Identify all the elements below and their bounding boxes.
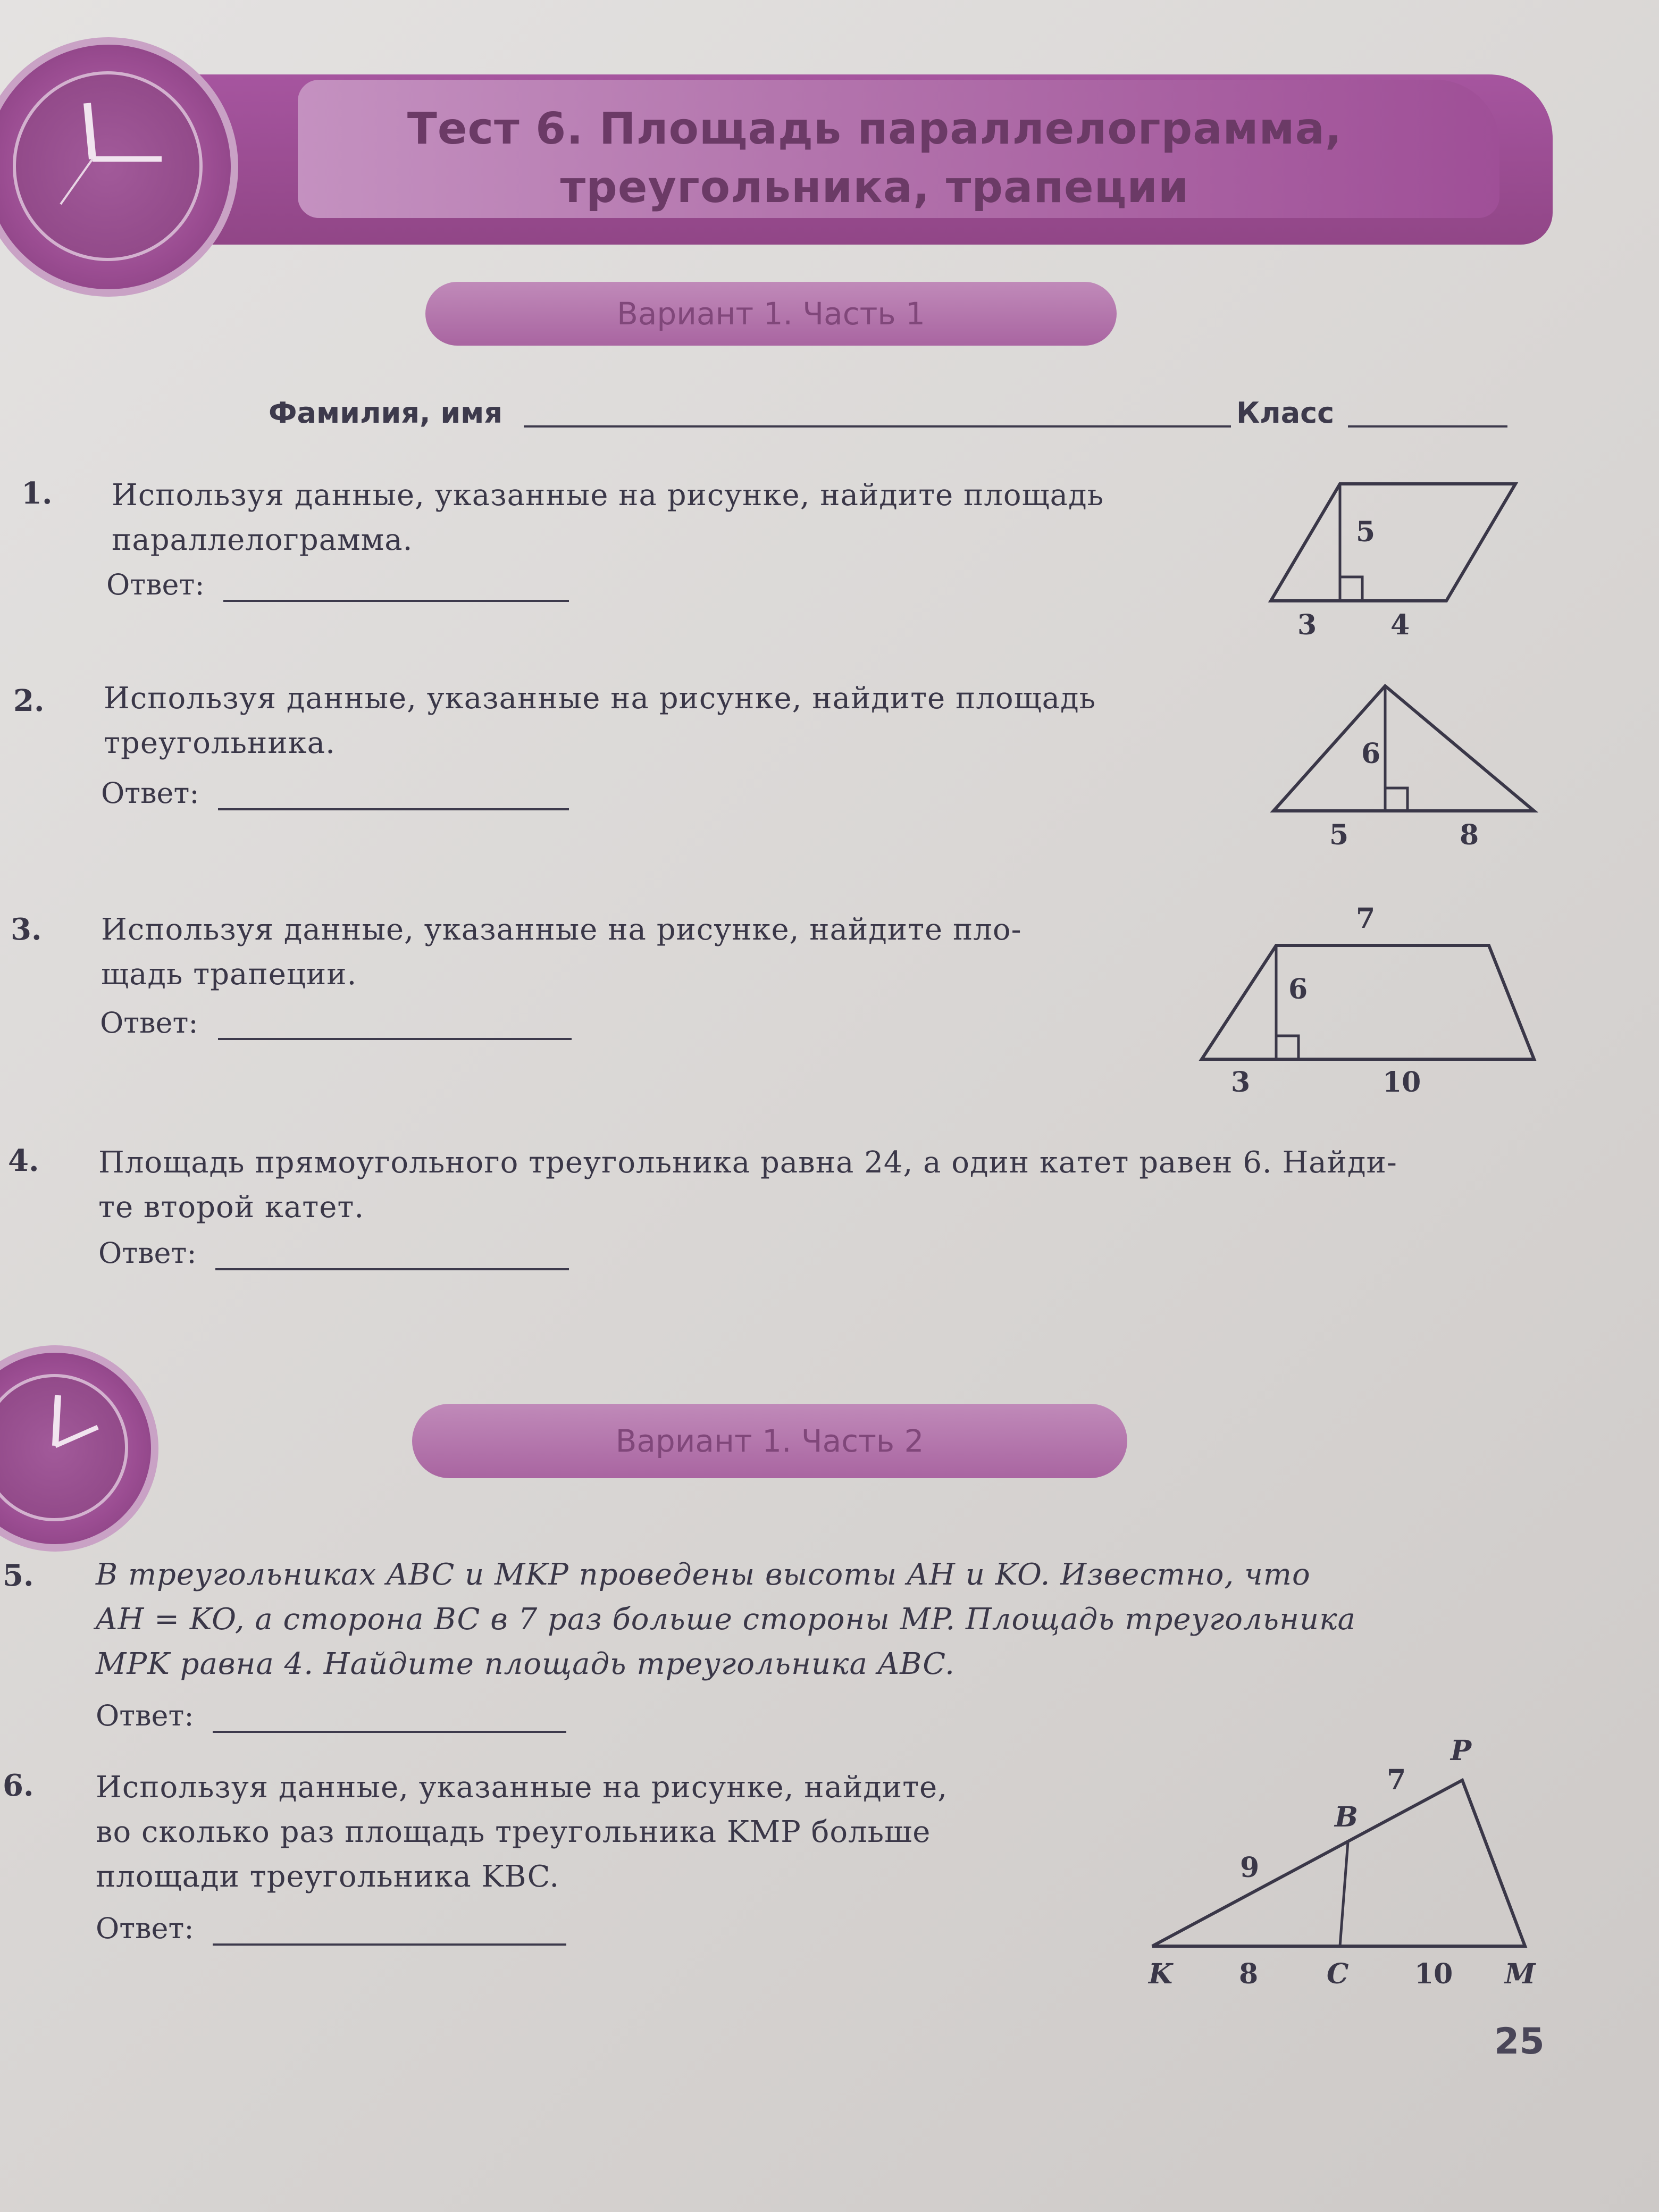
question-line: щадь трапеции. [101, 957, 357, 992]
vertex-b-label: B [1335, 1801, 1358, 1833]
variant-part1-label: Вариант 1. Часть 1 [425, 282, 1117, 346]
page-title-line1: Тест 6. Площадь параллелограмма, [407, 104, 1343, 154]
name-field[interactable] [524, 425, 1231, 428]
question-line: параллелограмма. [112, 523, 413, 557]
question-text [104, 676, 1226, 766]
base-left-label: 3 [1297, 609, 1317, 641]
question-number: 2. [13, 683, 45, 718]
question-line: те второй катет. [98, 1190, 365, 1225]
vertex-m-label: M [1505, 1958, 1536, 1990]
segment-cm-label: 10 [1414, 1958, 1453, 1990]
answer-field[interactable] [218, 1038, 572, 1040]
height-label: 6 [1361, 738, 1381, 770]
answer-label: Ответ: [98, 1236, 197, 1270]
question-text [98, 1141, 1545, 1230]
base-left-label: 3 [1231, 1066, 1251, 1099]
question-line: Используя данные, указанные на рисунке, найдите, [96, 1770, 948, 1805]
clock-icon [0, 1345, 158, 1552]
answer-field[interactable] [223, 600, 569, 602]
parallelogram-figure [1260, 468, 1537, 649]
triangle-figure [1266, 675, 1542, 856]
page-title-line2: треугольника, трапеции [560, 162, 1189, 213]
height-label: 5 [1356, 516, 1376, 548]
question-line: площади треугольника KBC. [96, 1859, 560, 1894]
answer-field[interactable] [213, 1943, 566, 1946]
vertex-p-label: P [1451, 1735, 1472, 1767]
name-label: Фамилия, имя [269, 396, 502, 430]
question-line: во сколько раз площадь треугольника KMP больше [96, 1815, 931, 1849]
base-right-label: 10 [1382, 1066, 1421, 1099]
question-number: 3. [11, 912, 42, 947]
clock-icon [0, 37, 238, 297]
question-line: AH = KO, а сторона BC в 7 раз больше стороны MP. Площадь треугольника [96, 1602, 1356, 1637]
question-line: В треугольниках ABC и MKP проведены высоты AH и KO. Известно, что [96, 1557, 1311, 1592]
height-label: 6 [1288, 973, 1308, 1006]
vertex-k-label: K [1149, 1958, 1173, 1990]
answer-field[interactable] [215, 1268, 569, 1270]
answer-field[interactable] [218, 808, 569, 810]
vertex-c-label: C [1327, 1958, 1349, 1990]
answer-label: Ответ: [96, 1699, 194, 1732]
class-label: Класс [1236, 396, 1335, 430]
variant-part2-label: Вариант 1. Часть 2 [412, 1404, 1127, 1478]
question-number: 6. [3, 1768, 34, 1803]
class-field[interactable] [1348, 425, 1507, 428]
question-line: треугольника. [104, 726, 336, 760]
question-number: 4. [8, 1143, 39, 1178]
question-number: 5. [3, 1558, 34, 1593]
question-line: MPK равна 4. Найдите площадь треугольника ABC. [96, 1647, 955, 1681]
clock-hands-icon [0, 1353, 151, 1544]
question-text [96, 1553, 1542, 1687]
answer-label: Ответ: [100, 1006, 198, 1040]
question-line: Используя данные, указанные на рисунке, найдите пло- [101, 912, 1022, 947]
page-number: 25 [1494, 2021, 1545, 2063]
question-number: 1. [21, 476, 53, 511]
question-text [101, 908, 1159, 997]
question-text [112, 473, 1223, 563]
segment-kb-label: 9 [1240, 1851, 1260, 1884]
triangle-kmp-figure [1138, 1723, 1553, 2010]
question-line: Используя данные, указанные на рисунке, найдите площадь [104, 681, 1096, 716]
segment-kc-label: 8 [1239, 1958, 1259, 1990]
answer-label: Ответ: [106, 568, 205, 601]
trapezoid-figure [1191, 899, 1542, 1111]
answer-label: Ответ: [96, 1912, 194, 1945]
answer-label: Ответ: [101, 776, 199, 810]
answer-field[interactable] [213, 1731, 566, 1733]
question-line: Используя данные, указанные на рисунке, найдите площадь [112, 478, 1104, 513]
question-text [96, 1765, 1095, 1899]
segment-bp-label: 7 [1387, 1764, 1406, 1796]
question-line: Площадь прямоугольного треугольника равна 24, а один катет равен 6. Найди- [98, 1145, 1397, 1180]
base-left-label: 5 [1329, 819, 1349, 851]
base-right-label: 4 [1390, 609, 1410, 641]
base-right-label: 8 [1460, 819, 1479, 851]
top-base-label: 7 [1356, 902, 1376, 935]
clock-hands-icon [0, 45, 231, 289]
